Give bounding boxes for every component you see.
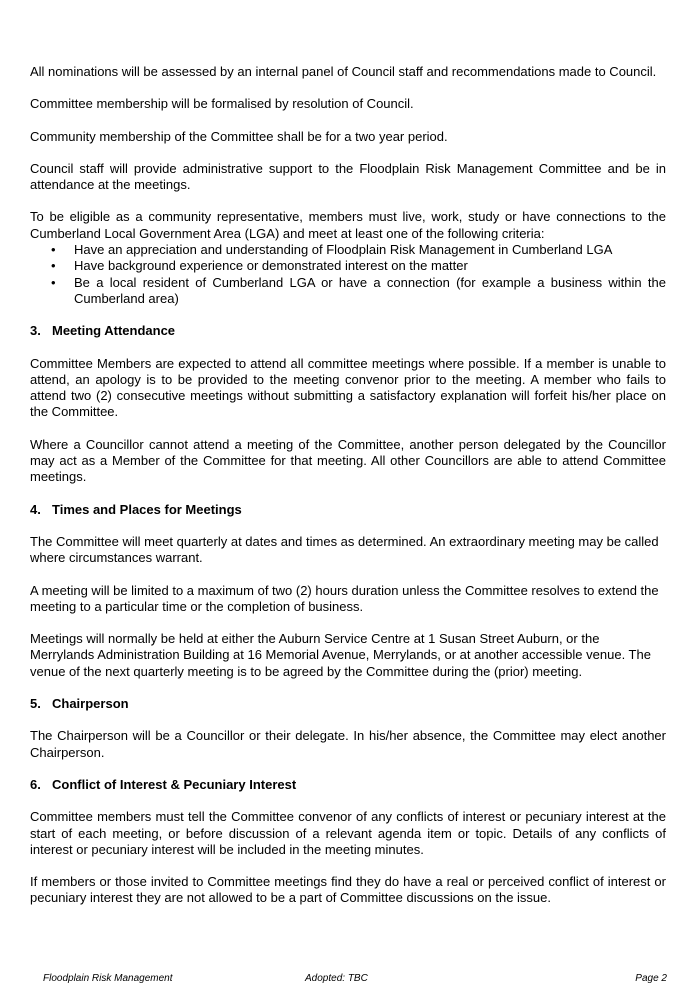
footer-adopted-status: Adopted: TBC xyxy=(305,973,368,984)
section-heading-conflict-of-interest: 6. Conflict of Interest & Pecuniary Interest xyxy=(30,776,297,792)
paragraph-meeting-frequency: The Committee will meet quarterly at dates and times as determined. An extraordinary meeting may be called where circumstances warrant. xyxy=(30,533,659,566)
paragraph-eligibility: To be eligible as a community representative, members must live, work, study or have connections to the Cumberland Local Government Area (LGA) and meet at least one of the following criteria: xyxy=(30,209,666,241)
bullet-icon: • xyxy=(51,242,56,258)
section-heading-chairperson: 5. Chairperson xyxy=(30,696,129,712)
bullet-icon: • xyxy=(51,258,56,274)
paragraph-membership-period: Community membership of the Committee shall be for a two year period. xyxy=(30,128,448,144)
paragraph-meeting-duration: A meeting will be limited to a maximum of two (2) hours duration unless the Committee resolves to extend the meeting to a particular time or the completion of business. xyxy=(30,582,659,614)
bullet-icon: • xyxy=(51,274,56,290)
paragraph-nominations: All nominations will be assessed by an internal panel of Council staff and recommendations made to Council. xyxy=(30,64,657,79)
paragraph-meeting-venue: Meetings will normally be held at either the Auburn Service Centre at 1 Susan Street Auburn, or the Merrylands Administration Building at 16 Memorial Avenue, Merrylands, or at another accessible venue. The venue of the next quarterly meeting is to be agreed by the Committee during the (prior) meeting. xyxy=(30,631,651,679)
list-item: • Have an appreciation and understanding of Floodplain Risk Management in Cumberland LGA xyxy=(51,242,613,258)
paragraph-conflict-exclusion: If members or those invited to Committee meetings find they do have a real or perceived conflict of interest or pecuniary interest they are not allowed to be a part of Committee discussions on the issue. xyxy=(30,874,666,906)
paragraph-attendance-expectations: Committee Members are expected to attend all committee meetings where possible. If a member is unable to attend, an apology is to be provided to the meeting convenor prior to the meeting. A member who fails to attend two (2) consecutive meetings without submitting a satisfactory explanation will forfeit his/her place on the Committee. xyxy=(30,355,666,420)
document-body xyxy=(30,64,666,923)
paragraph-membership-resolution: Committee membership will be formalised by resolution of Council. xyxy=(30,96,414,112)
section-heading-times-places: 4. Times and Places for Meetings xyxy=(30,501,242,517)
paragraph-admin-support: Council staff will provide administrative support to the Floodplain Risk Management Committee and be in attendance at the meetings. xyxy=(30,160,666,193)
paragraph-declare-conflicts: Committee members must tell the Committee convenor of any conflicts of interest or pecuniary interest at the start of each meeting, or before discussion of a relevant agenda item or topic. Details of any conflicts of interest or pecuniary interest will be included in the meeting minutes. xyxy=(30,809,666,857)
section-heading-meeting-attendance: 3. Meeting Attendance xyxy=(30,323,176,339)
paragraph-councillor-delegate: Where a Councillor cannot attend a meeting of the Committee, another person delegated by the Councillor may act as a Member of the Committee for that meeting. All other Councillors are able to attend Committee meetings. xyxy=(30,436,666,485)
paragraph-chairperson: The Chairperson will be a Councillor or their delegate. In his/her absence, the Committee may elect another Chairperson. xyxy=(30,728,666,760)
list-item: • Have background experience or demonstrated interest on the matter xyxy=(51,258,468,274)
footer-document-title: Floodplain Risk Management xyxy=(43,973,173,984)
list-item: • Be a local resident of Cumberland LGA or have a connection (for example a business within the Cumberland area) xyxy=(51,274,666,306)
footer-page-number: Page 2 xyxy=(635,973,667,984)
eligibility-criteria-list xyxy=(30,242,666,307)
